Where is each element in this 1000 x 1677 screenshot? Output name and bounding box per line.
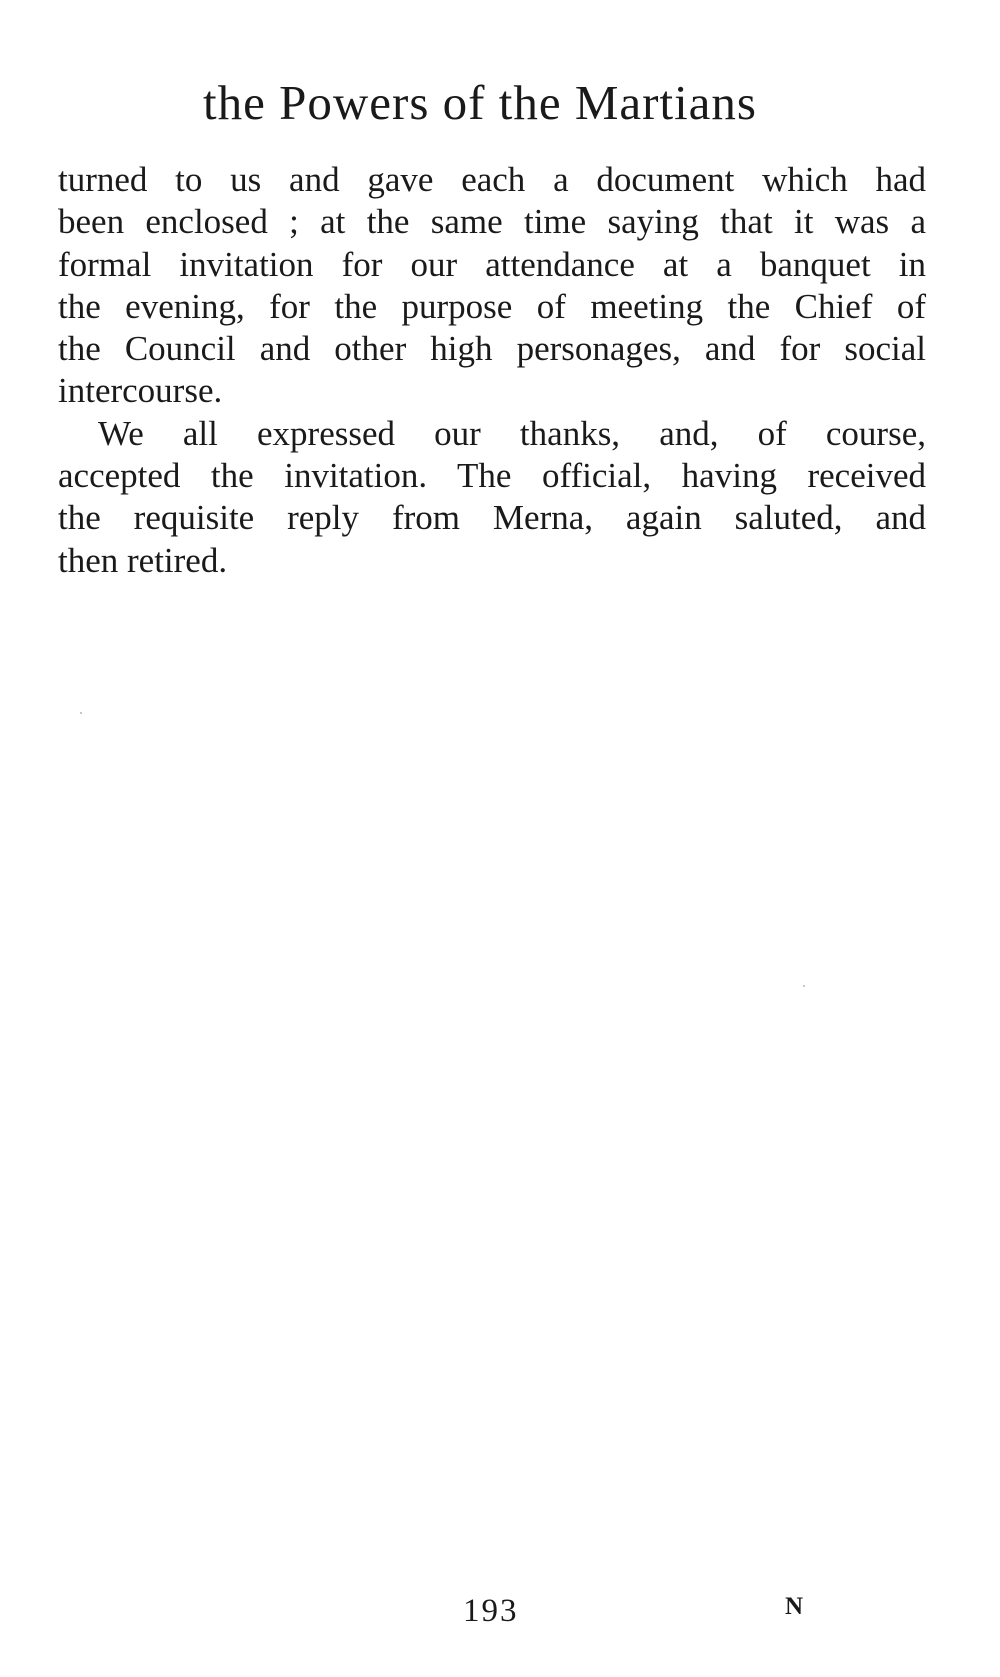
- text-line: the Council and other high personages, and for social: [58, 329, 926, 369]
- paragraph: [58, 159, 926, 413]
- running-head: the Powers of the Martians: [203, 75, 757, 130]
- paper-speck: [80, 712, 82, 714]
- text-line: formal invitation for our attendance at a banquet in: [58, 244, 926, 284]
- paragraph: [58, 413, 926, 582]
- text-line: the evening, for the purpose of meeting the Chief of: [58, 286, 926, 326]
- text-line: accepted the invitation. The official, having received: [58, 456, 926, 496]
- text-line: We all expressed our thanks, and, of course,: [98, 413, 926, 453]
- text-line: then retired.: [58, 540, 228, 580]
- body-text: [58, 159, 926, 582]
- page-number: 193: [463, 1593, 519, 1629]
- text-line: intercourse.: [58, 371, 223, 411]
- text-line: turned to us and gave each a document which had: [58, 160, 926, 199]
- paper-speck: [803, 985, 805, 987]
- text-line: been enclosed ; at the same time saying that it was a: [58, 202, 926, 242]
- signature-mark: N: [785, 1593, 804, 1620]
- text-line: the requisite reply from Merna, again saluted, and: [58, 498, 926, 538]
